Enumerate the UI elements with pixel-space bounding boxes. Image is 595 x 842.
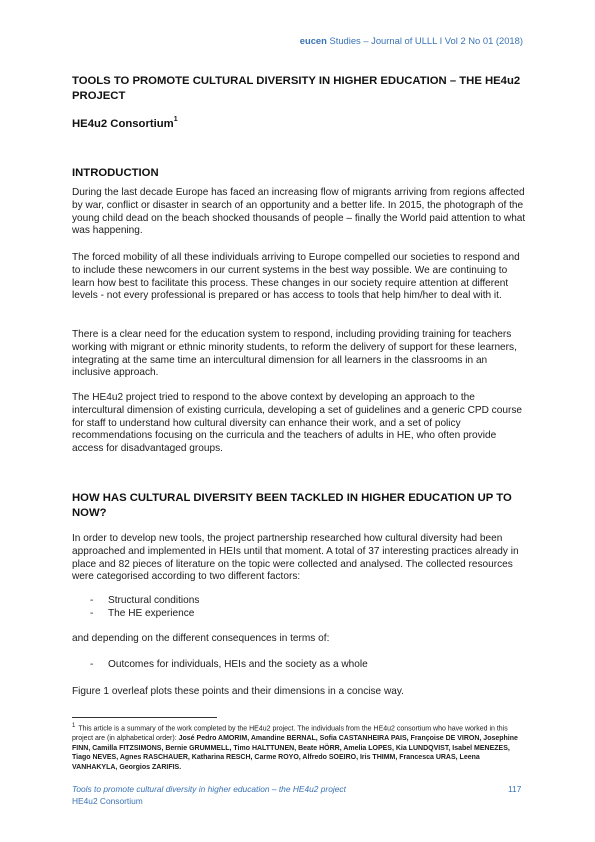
list-item-consequence [90,659,368,672]
journal-brand: eucen [299,35,327,46]
list-item-label: Structural conditions [108,595,200,606]
section-heading-introduction: INTRODUCTION [72,167,159,179]
section-heading-how-tackled: HOW HAS CULTURAL DIVERSITY BEEN TACKLED IN HIGHER EDUCATION UP TO NOW? [72,492,512,519]
author-line [72,117,178,130]
list-item-factor [90,595,199,608]
paragraph-research-3: Figure 1 overleaf plots these points and their dimensions in a concise way. [72,686,404,697]
paragraph-intro-3: There is a clear need for the education system to respond, including providing training for teachers working with migrant or ethnic minority students, to reform the delivery of support for these learners, integrating at the same time an intercultural dimension for all learners in the classrooms in an inclusive approach. [72,329,517,379]
list-item-label: The HE experience [108,608,195,619]
paragraph-intro-1: During the last decade Europe has faced an increasing flow of migrants arriving from regions affected by war, conflict or disaster in search of an opportunity and a better life. In 2015, the photograph of the young child dead on the beach shocked thousands of people – finally the World paid attention to what was happening. [72,187,526,237]
footer-page-number: 117 [508,784,522,794]
footnote [72,722,527,772]
footnote-mark: 1 [72,723,76,729]
footer-author: HE4u2 Consortium [72,796,143,806]
bullet-dash: - [90,608,94,619]
paragraph-intro-2: The forced mobility of all these individuals arriving to Europe compelled our societies to respond and to include these newcomers in our current systems in the best way possible. We are continuing to learn how best to facilitate this process. These changes in our society require attention at different levels - not every professional is prepared or has access to tools that help him/her to deal with it. [72,252,520,302]
running-header [300,35,523,46]
footnote-names: José Pedro AMORIM, Amandine BERNAL, Sofia CASTANHEIRA PAIS, Françoise DE VIRON, Josephine FINN, Camilla FITZSIMONS, Bernie GRUMMELL, Timo HALTTUNEN, Beate HÖRR, Amelia LOPES, Kia LUNDQVIST, Isabel MENEZES, Tiago NEVES, Agnes RASCHAUER, Katharina RESCH, Carme ROYO, Alfredo SOEIRO, Iris THIMM, Francesca URAS, Leena VANHAKYLA, Georgios ZARIFIS. [72,734,518,771]
paragraph-research-2: and depending on the different consequences in terms of: [72,633,330,644]
author-footnote-mark: 1 [173,116,178,123]
article-title: TOOLS TO PROMOTE CULTURAL DIVERSITY IN HIGHER EDUCATION – THE HE4u2 PROJECT [72,75,521,102]
footnote-text: This article is a summary of the work completed by the HE4u2 project. The individuals from the HE4u2 consortium who have worked in this project are (in alphabetical order): [72,725,508,742]
list-item-factor [90,608,194,621]
bullet-dash: - [90,659,94,670]
footnote-divider [72,717,217,718]
footer-article-title: Tools to promote cultural diversity in higher education – the HE4u2 project [72,784,346,794]
author-name: HE4u2 Consortium [72,117,174,130]
bullet-dash: - [90,595,94,606]
journal-citation: Studies – Journal of ULLL I Vol 2 No 01 (2018) [326,35,523,46]
paragraph-research-1: In order to develop new tools, the project partnership researched how cultural diversity had been approached and implemented in HEIs until that moment. A total of 37 interesting practices already in place and 82 pieces of literature on the topic were collected and analysed. The collected resources were categorised according to two different factors: [72,533,519,583]
list-item-label: Outcomes for individuals, HEIs and the society as a whole [108,659,368,670]
paragraph-intro-4: The HE4u2 project tried to respond to the above context by developing an approach to the intercultural dimension of existing curricula, developing a set of guidelines and a generic CPD course for staff to understand how cultural diversity can enhance their work, and a set of policy recommendations focusing on the curricula and the teachers of adults in HE, who often provide access for disadvantaged groups. [72,392,522,455]
